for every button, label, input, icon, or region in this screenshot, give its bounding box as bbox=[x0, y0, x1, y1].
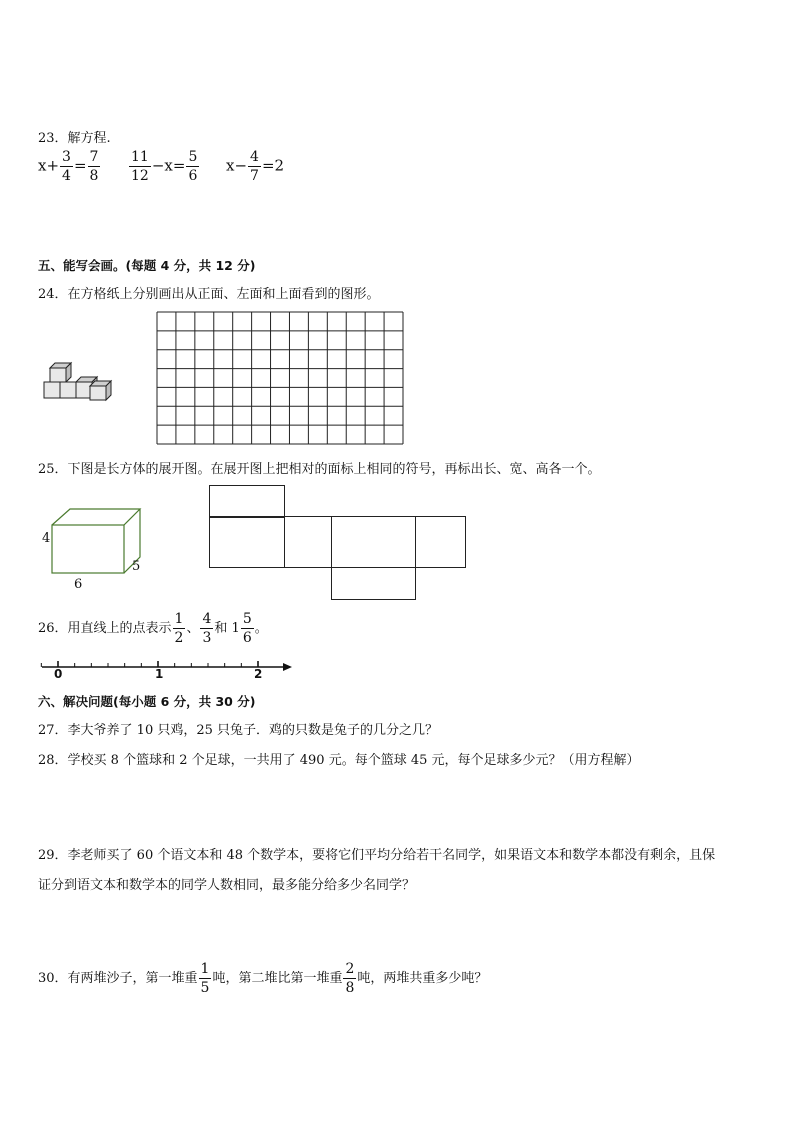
q23-title: 23．解方程. bbox=[38, 131, 111, 146]
q28-text: 28．学校买 8 个篮球和 2 个足球，一共用了 490 元。每个篮球 45 元，每个足球多少元？（用方程解） bbox=[38, 753, 640, 768]
fraction-numerator: 11 bbox=[131, 149, 149, 165]
tick-label-1: 1 bbox=[155, 667, 164, 681]
fraction bbox=[60, 150, 73, 183]
tick-label-0: 0 bbox=[54, 667, 63, 681]
eq3-rhs: =2 bbox=[261, 156, 285, 175]
eq1-equals: = bbox=[73, 156, 87, 175]
grid-paper bbox=[155, 310, 405, 446]
section-5-title: 五、能写会画。(每题 4 分，共 12 分) bbox=[38, 258, 256, 273]
net-face-bottom bbox=[331, 567, 416, 600]
eq1-lhs: x+ bbox=[38, 156, 60, 175]
fraction-numerator: 1 bbox=[174, 611, 184, 627]
fraction bbox=[199, 962, 212, 995]
fraction-denominator: 3 bbox=[202, 630, 212, 646]
net-face-1 bbox=[209, 516, 285, 568]
q25-text: 25．下图是长方体的展开图。在展开图上把相对的面标上相同的符号，再标出长、宽、高各一个。 bbox=[38, 462, 601, 477]
fraction-numerator: 3 bbox=[62, 149, 71, 165]
q26-end: 。 bbox=[254, 621, 268, 636]
eq3-lhs: x− bbox=[226, 156, 248, 175]
q30-text bbox=[38, 962, 487, 995]
cube-stack-figure bbox=[40, 360, 120, 404]
fraction-numerator: 4 bbox=[202, 611, 212, 627]
q23-equation-1 bbox=[38, 150, 101, 183]
cuboid-width-label: 5 bbox=[132, 559, 141, 574]
tick-label-2: 2 bbox=[254, 667, 263, 681]
fraction-denominator: 12 bbox=[131, 168, 149, 184]
fraction-denominator: 8 bbox=[345, 980, 355, 996]
fraction bbox=[173, 612, 186, 645]
fraction-numerator: 7 bbox=[89, 149, 99, 165]
eq2-mid: −x= bbox=[151, 156, 186, 175]
fraction bbox=[248, 150, 261, 183]
fraction-numerator: 5 bbox=[188, 149, 198, 165]
fraction-denominator: 7 bbox=[250, 168, 259, 184]
fraction bbox=[129, 150, 151, 183]
net-face-4 bbox=[415, 516, 466, 568]
q24-text: 24．在方格纸上分别画出从正面、左面和上面看到的图形。 bbox=[38, 287, 380, 302]
q26-sep: 、 bbox=[186, 621, 200, 636]
net-face-3 bbox=[331, 516, 416, 568]
fraction-denominator: 5 bbox=[200, 980, 210, 996]
fraction bbox=[88, 150, 101, 183]
q30-mid: 吨，第二堆比第一堆重 bbox=[212, 971, 343, 986]
fraction-numerator: 4 bbox=[250, 149, 259, 165]
q23-equation-3 bbox=[226, 150, 284, 183]
fraction bbox=[343, 962, 356, 995]
fraction-denominator: 6 bbox=[188, 168, 198, 184]
net-face-top bbox=[209, 485, 285, 518]
fraction-numerator: 1 bbox=[200, 961, 210, 977]
cuboid-height-label: 4 bbox=[42, 531, 51, 546]
q29-line-1: 29．李老师买了 60 个语文本和 48 个数学本，要将它们平均分给若干名同学，如果语文本和数学本都没有剩余，且保 bbox=[38, 848, 716, 863]
fraction-denominator: 8 bbox=[89, 168, 99, 184]
q30-lead: 30．有两堆沙子，第一堆重 bbox=[38, 971, 198, 986]
q29-line-2: 证分到语文本和数学本的同学人数相同，最多能分给多少名同学？ bbox=[38, 878, 416, 893]
fraction bbox=[186, 150, 199, 183]
fraction-denominator: 2 bbox=[174, 630, 184, 646]
fraction-denominator: 6 bbox=[242, 630, 252, 646]
q23-equation-2 bbox=[128, 150, 200, 183]
cuboid-length-label: 6 bbox=[74, 577, 83, 592]
q27-text: 27．李大爷养了 10 只鸡，25 只兔子．鸡的只数是兔子的几分之几？ bbox=[38, 723, 439, 738]
fraction-denominator: 4 bbox=[62, 168, 71, 184]
fraction-numerator: 5 bbox=[242, 611, 252, 627]
section-6-title: 六、解决问题(每小题 6 分，共 30 分) bbox=[38, 694, 256, 709]
fraction bbox=[241, 612, 254, 645]
q26-lead: 26．用直线上的点表示 bbox=[38, 621, 172, 636]
q30-end: 吨，两堆共重多少吨？ bbox=[357, 971, 488, 986]
fraction-numerator: 2 bbox=[345, 961, 355, 977]
fraction bbox=[200, 612, 213, 645]
q26-and: 和 1 bbox=[214, 621, 240, 636]
q26-text bbox=[38, 612, 268, 645]
net-face-2 bbox=[284, 516, 332, 568]
